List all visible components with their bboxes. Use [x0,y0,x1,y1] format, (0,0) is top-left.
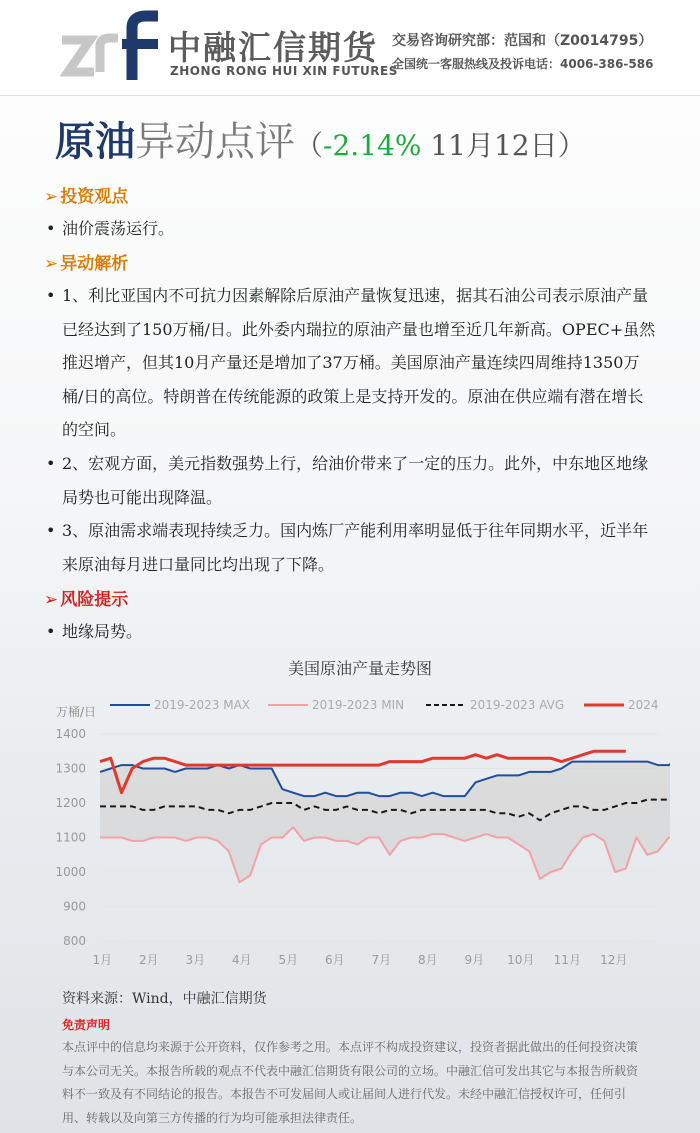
legend-label-1: 2019-2023 MIN [312,698,405,712]
logo-english-name: ZHONG RONG HUI XIN FUTURES [170,64,398,78]
y-tick-label: 1300 [55,761,86,776]
y-tick-label: 1000 [55,865,86,879]
price-change: -2.14% [323,129,422,162]
section-analysis-label: 异动解析 [60,254,129,274]
title-main: 原油 [55,118,135,165]
y-tick-label: 1400 [55,727,86,741]
x-tick-label: 3月 [185,953,206,967]
x-tick-label: 11月 [553,953,581,967]
x-tick-label: 9月 [464,953,485,967]
bullet-risk-text: 地缘局势。 [62,622,143,641]
y-tick-label: 1100 [55,830,86,845]
section-risk-label: 风险提示 [60,590,129,610]
x-tick-label: 10月 [507,953,535,967]
legend-label-2: 2019-2023 AVG [470,698,565,712]
report-date: 11月12日 [421,129,558,162]
x-tick-label: 5月 [278,953,299,967]
title-sub: 异动点评 [135,119,295,165]
bullet-analysis-1-text: 1、利比亚国内不可抗力因素解除后原油产量恢复迅速，据其石油公司表示原油产量已经达到了150万桶/日。此外委内瑞拉的原油产量也增至近几年新高。OPEC+虽然推迟增产，但其10月产量还是增加了37万桶。美国原油产量连续四周维持1350万桶/日的高位。特朗普在传统能源的政策上是支持开发的。原油在供应端有潜在增长的空间。 [62,286,656,439]
bullet-dot-icon: • [46,219,56,238]
section-view-label: 投资观点 [60,187,129,207]
bullet-view-text: 油价震荡运行。 [62,219,175,238]
report-title [55,110,586,167]
arrow-icon: ➢ [44,254,59,274]
bullet-risk [46,615,656,649]
y-tick-label: 800 [63,934,86,948]
report-header [0,0,700,96]
section-analysis-heading [44,249,128,274]
logo-chinese-name: 中融汇信期货 [168,28,378,67]
max-min-band [100,758,670,882]
x-tick-label: 7月 [371,953,392,967]
disclaimer-text: 本点评中的信息均来源于公开资料，仅作参考之用。本点评不构成投资建议，投资者据此做出的任何投资决策与本公司无关。本报告所载的观点不代表中融汇信期货有限公司的立场。中融汇信可发出其它与本报告所载资料不一致及有不同结论的报告。本报告不可发届间人或让届间人进行代发。未经中融汇信授权许可，任何引用、转载以及向第三方传播的行为均可能承担法律责任。 [62,1040,639,1125]
company-logo-mark [60,10,160,82]
title-paren-open: （ [295,129,324,162]
x-tick-label: 2月 [139,953,159,967]
bullet-view [46,212,656,246]
y-tick-label: 1200 [55,796,86,810]
arrow-icon: ➢ [44,187,59,207]
bullet-dot-icon: • [46,454,56,473]
section-risk-heading [44,585,128,610]
x-tick-label: 8月 [418,953,438,967]
bullet-analysis-2 [46,447,656,514]
hotline-contact: 全国统一客服热线及投诉电话：4006-386-586 [392,57,654,71]
bullet-dot-icon: • [46,622,56,641]
x-tick-label: 12月 [600,953,628,967]
chart-title: 美国原油产量走势图 [287,659,433,678]
y-tick-label: 900 [63,899,86,914]
legend-label-3: 2024 [628,698,659,712]
research-contact: 交易咨询研究部：范国和（Z0014795） [392,33,653,49]
x-tick-label: 6月 [325,953,345,967]
bullet-analysis-1 [46,279,656,447]
bullet-analysis-3-text: 3、原油需求端表现持续乏力。国内炼厂产能利用率明显低于往年同期水平，近半年来原油每月进口量同比均出现了下降。 [62,521,649,574]
title-paren-close: ） [557,129,586,162]
x-tick-label: 1月 [92,953,113,967]
data-source: 资料来源：Wind，中融汇信期货 [62,991,267,1007]
bullet-dot-icon: • [46,286,56,305]
x-tick-label: 4月 [232,953,252,967]
chart-ylabel: 万桶/日 [56,705,97,719]
arrow-icon: ➢ [44,590,59,610]
section-view-heading [44,182,128,207]
bullet-analysis-3 [46,514,656,581]
legend-label-0: 2019-2023 MAX [154,698,251,712]
crude-production-chart [50,648,670,978]
disclaimer-title: 免责声明 [62,1018,111,1032]
bullet-dot-icon: • [46,521,56,540]
bullet-analysis-2-text: 2、宏观方面，美元指数强势上行，给油价带来了一定的压力。此外，中东地区地缘局势也可能出现降温。 [62,454,649,507]
